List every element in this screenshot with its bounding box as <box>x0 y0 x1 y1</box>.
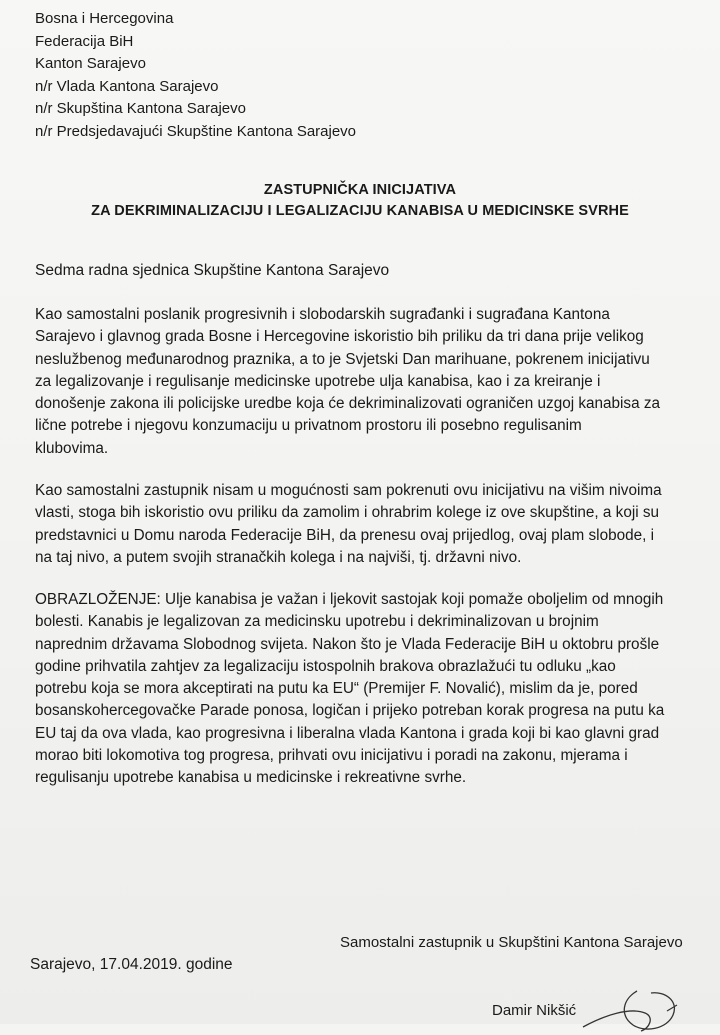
paragraph-initiative <box>35 304 707 460</box>
signature-title: Samostalni zastupnik u Skupštini Kantona Sarajevo <box>340 934 683 951</box>
signer-name: Damir Nikšić <box>492 1002 577 1019</box>
paragraph-line: Kao samostalni zastupnik nisam u mogućnosti sam pokrenuti ovu inicijativu na višim nivoima <box>35 482 662 499</box>
address-line: Bosna i Hercegovina <box>35 10 174 27</box>
address-line: Kanton Sarajevo <box>35 55 146 72</box>
paragraph-line: donošenje zakona ili policijske uredbe koja će dekriminalizovati ograničen uzgoj kanabisa za <box>35 395 660 413</box>
session-heading: Sedma radna sjednica Skupštine Kantona Sarajevo <box>35 262 390 279</box>
document-title <box>0 180 720 222</box>
paragraph-explanation <box>35 589 707 790</box>
address-line: Federacija BiH <box>35 32 134 50</box>
paragraph-line: neslužbenog međunarodnog praznika, a to je Svjetski Dan marihuane, pokrenem inicijativu <box>35 350 650 368</box>
address-block <box>35 8 356 143</box>
paragraph-line: bosanskohercegovačke Parade ponosa, logičan i prijeko potreban korak progresa na putu ka <box>35 702 665 720</box>
paragraph-line: vlasti, stoga bih iskoristio ovu priliku da zamolim i ohrabrim kolege iz ove skupštine, a koji su <box>35 504 660 522</box>
handwritten-signature <box>575 985 695 1035</box>
paragraph-line: morao biti lokomotiva tog progresa, prihvati ovu inicijativu i poradi na zakonu, mjerama i <box>35 747 628 765</box>
paragraph-line: predstavnici u Domu naroda Federacije BiH, da prenesu ovaj prijedlog, ovaj plam slobode, i <box>35 526 655 544</box>
address-line: n/r Skupština Kantona Sarajevo <box>35 100 246 117</box>
address-line: n/r Vlada Kantona Sarajevo <box>35 77 219 95</box>
paragraph-line: za legalizovanje i regulisanje medicinske upotrebe ulja kanabisa, kao i za kreiranje i <box>35 372 601 390</box>
paragraph-line: lične potrebe i njegovu konzumaciju u privatnom prostoru ili posebno regulisanim <box>35 417 582 435</box>
paragraph-line: godine prihvatila zahtjev za legalizaciju istospolnih brakova obrazlažući tu odluku „kao <box>35 657 616 675</box>
paragraph-line: Kao samostalni poslanik progresivnih i slobodarskih sugrađanki i sugrađana Kantona <box>35 306 610 323</box>
paragraph-line: naprednim državama Slobodnog svijeta. Nakon što je Vlada Federacije BiH u oktobru prošle <box>35 635 660 653</box>
title-line-1: ZASTUPNIČKA INICIJATIVA <box>263 182 457 198</box>
paragraph-line: regulisanju upotrebe kanabisa u medicinske i rekreativne svrhe. <box>35 769 467 787</box>
place-date: Sarajevo, 17.04.2019. godine <box>30 956 233 973</box>
title-line-2: ZA DEKRIMINALIZACIJU I LEGALIZACIJU KANABISA U MEDICINSKE SVRHE <box>91 203 629 219</box>
paragraph-line: potrebu koja se mora akceptirati na putu ka EU“ (Premijer F. Novalić), mislim da je, pored <box>35 680 638 698</box>
paragraph-line: na taj nivo, a putem svojih stranačkih kolega i na najviši, tj. državni nivo. <box>35 548 522 566</box>
paragraph-line: bolesti. Kanabis je legalizovan za medicinsku upotrebu i dekriminalizovan u brojnim <box>35 613 599 631</box>
paragraph-line: OBRAZLOŽENJE: Ulje kanabisa je važan i ljekovit sastojak koji pomaže oboljelim od mnogih <box>35 591 664 608</box>
paragraph-line: EU taj da ova vlada, kao progresivna i liberalna vlada Kantona i grada koji bi kao glavni grad <box>35 724 660 742</box>
paragraph-request <box>35 480 707 569</box>
address-line: n/r Predsjedavajući Skupštine Kantona Sarajevo <box>35 122 357 140</box>
paragraph-line: klubovima. <box>35 439 109 457</box>
paragraph-line: Sarajevo i glavnog grada Bosne i Hercegovine iskoristio bih priliku da tri dana prije velikog <box>35 328 644 346</box>
